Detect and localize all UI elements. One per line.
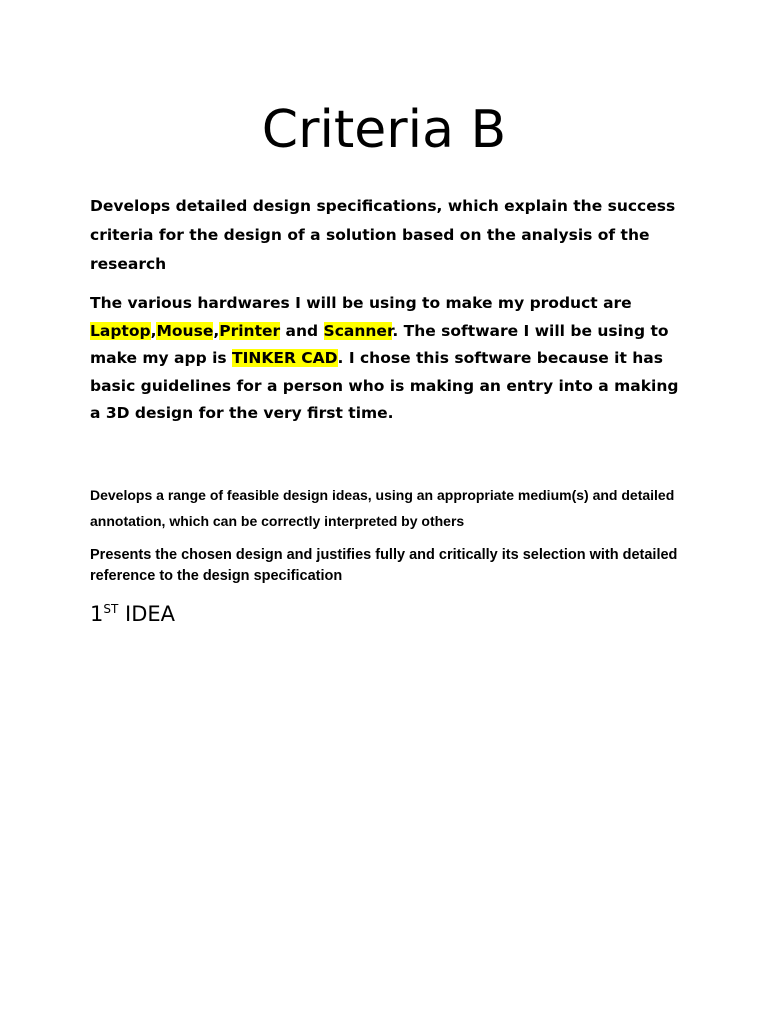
chosen-design-criteria: Presents the chosen design and justifies fully and critically its selection with detailed reference to the design specification: [90, 547, 678, 584]
separator-comma: ,: [213, 321, 220, 340]
first-idea-ordinal-suffix: ST: [103, 602, 119, 616]
design-ideas-criteria: Develops a range of feasible design ideas, using an appropriate medium(s) and detailed annotation, which can be correctly interpreted by others: [90, 487, 675, 529]
software-lead-text: . The software I will be using to make my app is: [90, 321, 669, 367]
page-title: Criteria B: [261, 100, 507, 160]
highlight-scanner: Scanner: [323, 321, 393, 340]
highlight-mouse: Mouse: [156, 321, 214, 340]
first-idea-number: 1: [90, 602, 104, 626]
highlight-printer: Printer: [219, 321, 281, 340]
highlight-laptop: Laptop: [90, 321, 151, 340]
software-reason-text: . I chose this software because it has basic guidelines for a person who is making an entry into a making a 3D design for the very first time.: [90, 349, 679, 422]
hardware-lead-text: The various hardwares I will be using to make my product are: [90, 294, 632, 312]
and-text: and: [280, 321, 324, 340]
first-idea-label: IDEA: [118, 602, 176, 626]
highlight-software-name: TINKER CAD: [232, 349, 338, 367]
hardware-paragraph: [90, 290, 690, 428]
separator-comma: ,: [150, 321, 157, 340]
first-idea-heading: [90, 602, 175, 626]
criteria-intro-paragraph: Develops detailed design specifications, which explain the success criteria for the design of a solution based on the analysis of the research: [90, 197, 676, 273]
